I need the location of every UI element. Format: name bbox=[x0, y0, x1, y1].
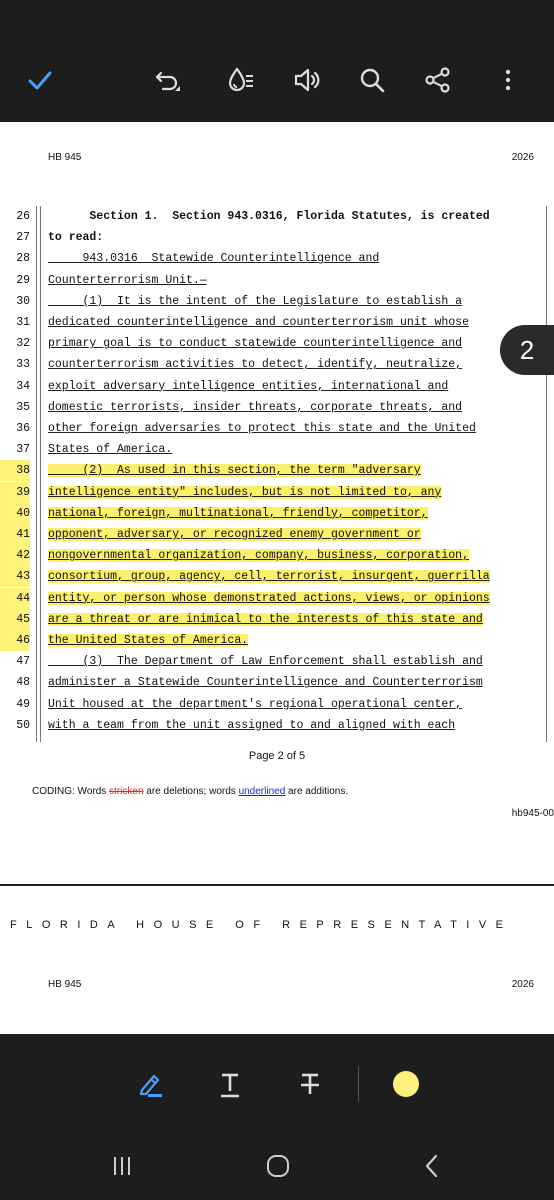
undo-button[interactable] bbox=[146, 58, 190, 102]
line-number: 37 bbox=[16, 443, 30, 457]
line-number: 46 bbox=[0, 630, 30, 651]
speaker-icon bbox=[291, 65, 321, 95]
highlight-mark[interactable]: nongovernmental organization, company, business, corporation, bbox=[48, 549, 469, 563]
bill-line[interactable]: domestic terrorists, insider threats, corporate threats, and bbox=[48, 400, 463, 414]
recents-button[interactable] bbox=[100, 1148, 144, 1184]
back-icon bbox=[419, 1153, 445, 1179]
line-number: 29 bbox=[16, 273, 30, 287]
bill-line[interactable] bbox=[48, 460, 421, 481]
page-header-right: 2026 bbox=[511, 152, 534, 163]
bill-line[interactable] bbox=[48, 588, 490, 609]
coding-stricken: stricken bbox=[109, 786, 144, 797]
read-aloud-button[interactable] bbox=[284, 58, 328, 102]
line-number: 48 bbox=[16, 676, 30, 690]
bill-line[interactable]: counterterrorism activities to detect, identify, neutralize, bbox=[48, 358, 463, 372]
share-icon bbox=[423, 65, 453, 95]
bill-line[interactable]: (3) The Department of Law Enforcement shall establish and bbox=[48, 655, 483, 669]
line-number: 50 bbox=[16, 718, 30, 732]
line-number: 32 bbox=[16, 337, 30, 351]
coding-suffix: are additions. bbox=[285, 786, 349, 797]
bill-line[interactable] bbox=[48, 524, 421, 545]
bill-line[interactable] bbox=[48, 545, 469, 566]
highlight-mark[interactable]: the United States of America. bbox=[48, 634, 249, 647]
bill-line[interactable]: other foreign adversaries to protect this state and the United bbox=[48, 422, 476, 435]
file-id: hb945-00 bbox=[511, 808, 554, 819]
bill-line[interactable] bbox=[48, 566, 490, 587]
page-number-bubble[interactable]: 2 bbox=[500, 325, 554, 375]
bill-line[interactable]: Section 1. Section 943.0316, Florida Statutes, is created bbox=[48, 210, 490, 223]
line-number-rule bbox=[36, 206, 37, 742]
share-button[interactable] bbox=[416, 58, 460, 102]
bill-line[interactable]: to read: bbox=[48, 231, 104, 245]
page-indicator: Page 2 of 5 bbox=[248, 750, 306, 762]
bill-line[interactable]: Unit housed at the department's regional operational center, bbox=[48, 697, 463, 711]
toolbar-divider bbox=[358, 1066, 359, 1102]
page-header-left: HB 945 bbox=[48, 152, 82, 163]
document-view[interactable] bbox=[0, 122, 554, 1034]
bill-line[interactable]: primary goal is to conduct statewide counterintelligence and bbox=[48, 337, 463, 351]
bill-line[interactable]: with a team from the unit assigned to and aligned with each bbox=[48, 718, 456, 732]
ink-settings-button[interactable] bbox=[218, 58, 262, 102]
more-vert-icon bbox=[493, 65, 523, 95]
highlight-mark[interactable]: are a threat or are inimical to the interests of this state and bbox=[48, 612, 483, 626]
next-page-header-left: HB 945 bbox=[48, 979, 82, 990]
line-number-rule-inner bbox=[40, 206, 41, 742]
underline-tool-button[interactable] bbox=[208, 1062, 252, 1106]
bill-line[interactable]: exploit adversary intelligence entities, international and bbox=[48, 379, 449, 393]
more-options-button[interactable] bbox=[486, 58, 530, 102]
highlight-mark[interactable]: entity, or person whose demonstrated actions, views, or opinions bbox=[48, 591, 490, 605]
line-number: 28 bbox=[16, 252, 30, 266]
line-number: 49 bbox=[16, 697, 30, 711]
next-page-header-right: 2026 bbox=[511, 979, 534, 990]
right-margin-rule bbox=[546, 206, 547, 742]
line-number: 34 bbox=[16, 379, 30, 393]
line-number: 39 bbox=[0, 482, 30, 503]
color-picker-button[interactable] bbox=[384, 1062, 428, 1106]
line-number: 31 bbox=[16, 316, 30, 329]
bill-line[interactable] bbox=[48, 503, 428, 524]
done-button[interactable] bbox=[18, 58, 62, 102]
bill-line[interactable] bbox=[48, 609, 483, 630]
home-icon bbox=[265, 1153, 291, 1179]
line-number: 33 bbox=[16, 358, 30, 372]
line-number: 45 bbox=[0, 609, 30, 630]
annotation-toolbar bbox=[0, 1034, 554, 1130]
bill-line[interactable]: administer a Statewide Counterintelligence and Counterterrorism bbox=[48, 676, 483, 690]
search-icon bbox=[357, 65, 387, 95]
line-number: 36 bbox=[16, 422, 30, 435]
line-number: 40 bbox=[0, 503, 30, 524]
coding-legend bbox=[32, 786, 348, 797]
home-button[interactable] bbox=[256, 1148, 300, 1184]
back-button[interactable] bbox=[410, 1148, 454, 1184]
line-number: 47 bbox=[16, 655, 30, 669]
highlight-mark[interactable]: (2) As used in this section, the term "adversary bbox=[48, 464, 421, 478]
system-navigation-bar bbox=[0, 1130, 554, 1200]
strikethrough-text-icon bbox=[295, 1069, 325, 1099]
highlighter-pen-icon bbox=[135, 1069, 165, 1099]
bill-line[interactable]: (1) It is the intent of the Legislature to establish a bbox=[48, 294, 463, 308]
highlight-mark[interactable]: intelligence entity" includes, but is not limited to, any bbox=[48, 485, 442, 499]
bill-line[interactable]: 943.0316 Statewide Counterintelligence and bbox=[48, 252, 380, 266]
recents-icon bbox=[109, 1153, 135, 1179]
ink-drop-icon bbox=[225, 65, 255, 95]
line-number: 41 bbox=[0, 524, 30, 545]
coding-underlined: underlined bbox=[238, 786, 286, 797]
line-number: 26 bbox=[16, 210, 30, 223]
highlight-mark[interactable]: national, foreign, multinational, friendly, competitor, bbox=[48, 506, 428, 520]
line-number: 42 bbox=[0, 545, 30, 566]
line-number: 44 bbox=[0, 588, 30, 609]
line-number: 38 bbox=[0, 460, 30, 481]
coding-prefix: CODING: Words bbox=[32, 786, 110, 797]
bill-line[interactable]: dedicated counterintelligence and counterterrorism unit whose bbox=[48, 316, 469, 329]
bill-line[interactable] bbox=[48, 630, 248, 651]
undo-icon bbox=[153, 65, 183, 95]
line-number: 43 bbox=[0, 566, 30, 587]
next-page-house-title: FLORIDA HOUSE OF REPRESENTATIVE bbox=[10, 919, 513, 931]
bill-line[interactable] bbox=[48, 482, 441, 503]
highlight-mark[interactable]: consortium, group, agency, cell, terrorist, insurgent, guerrilla bbox=[48, 570, 490, 584]
bill-line[interactable]: States of America. bbox=[48, 443, 173, 457]
line-number: 35 bbox=[16, 400, 30, 414]
underline-text-icon bbox=[215, 1069, 245, 1099]
line-number: 30 bbox=[16, 294, 30, 308]
selected-color-swatch bbox=[393, 1071, 419, 1097]
strikethrough-tool-button[interactable] bbox=[288, 1062, 332, 1106]
page-separator bbox=[0, 884, 554, 886]
highlighter-tool-button[interactable] bbox=[128, 1062, 172, 1106]
coding-middle: are deletions; words bbox=[143, 786, 239, 797]
search-button[interactable] bbox=[350, 58, 394, 102]
line-number: 27 bbox=[16, 231, 30, 245]
check-icon bbox=[25, 65, 55, 95]
bill-line[interactable]: Counterterrorism Unit.— bbox=[48, 273, 207, 287]
highlight-mark[interactable]: opponent, adversary, or recognized enemy government or bbox=[48, 528, 421, 541]
top-toolbar bbox=[0, 0, 554, 122]
